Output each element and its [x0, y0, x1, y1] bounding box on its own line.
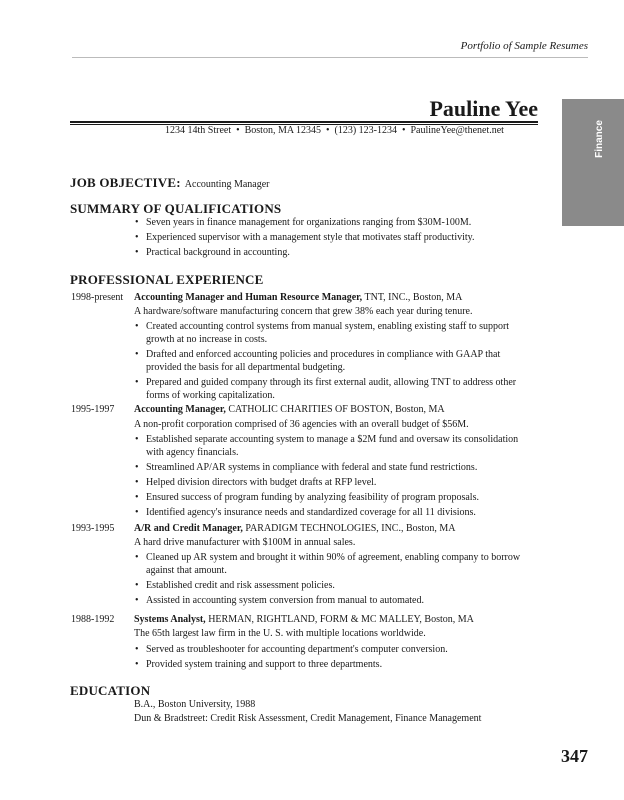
job-bullets	[134, 551, 524, 609]
job-description: A hard drive manufacturer with $100M in annual sales.	[134, 537, 356, 548]
list-item: • Established credit and risk assessment policies.	[134, 579, 524, 592]
experience-heading: PROFESSIONAL EXPERIENCE	[70, 272, 264, 287]
list-item: • Served as troubleshooter for accounting department's computer conversion.	[134, 643, 524, 656]
summary-list	[134, 216, 524, 261]
job-dates: 1998-present	[71, 292, 124, 303]
job-dates: 1988-1992	[71, 614, 115, 625]
page-number: 347	[561, 746, 588, 766]
objective-line	[70, 175, 270, 191]
list-item: • Helped division directors with budget drafts at RFP level.	[134, 476, 524, 489]
job-bullets	[134, 433, 524, 521]
list-item: • Seven years in finance management for organizations ranging from $30M-100M.	[134, 216, 524, 229]
running-header: Portfolio of Sample Resumes	[460, 40, 588, 52]
list-item: • Assisted in accounting system conversion from manual to automated.	[134, 594, 524, 607]
summary-heading: SUMMARY OF QUALIFICATIONS	[70, 201, 282, 216]
job-title: Accounting Manager and Human Resource Manager,	[134, 292, 363, 303]
list-item: • Established separate accounting system to manage a $2M fund and oversaw its consolidation with agency financials.	[134, 433, 524, 459]
job-title: Accounting Manager,	[134, 404, 226, 415]
education-list	[134, 698, 481, 726]
job-role	[134, 292, 534, 303]
education-item: B.A., Boston University, 1988	[134, 699, 256, 710]
job-dates: 1995-1997	[71, 404, 115, 415]
section-tab-label: Finance	[594, 120, 605, 158]
job-role	[134, 523, 534, 534]
list-item: • Drafted and enforced accounting policies and procedures in compliance with GAAP that provided the basis for all departmental budgeting.	[134, 348, 524, 374]
contact-line: 1234 14th Street • Boston, MA 12345 • (123) 123-1234 • PaulineYee@thenet.net	[165, 125, 504, 136]
job-org: PARADIGM TECHNOLOGIES, INC., Boston, MA	[245, 523, 456, 534]
header-rule	[72, 57, 588, 58]
job-dates: 1993-1995	[71, 523, 115, 534]
name-rule	[70, 121, 538, 123]
education-item: Dun & Bradstreet: Credit Risk Assessment, Credit Management, Finance Management	[134, 713, 482, 724]
list-item: • Cleaned up AR system and brought it within 90% of agreement, enabling company to borrow against that amount.	[134, 551, 524, 577]
candidate-name: Pauline Yee	[429, 96, 538, 121]
job-org: TNT, INC., Boston, MA	[364, 292, 463, 303]
list-item: • Experienced supervisor with a management style that motivates staff productivity.	[134, 231, 524, 244]
job-bullets	[134, 643, 524, 673]
list-item: • Prepared and guided company through its first external audit, allowing TNT to address other forms of working capitalization.	[134, 376, 524, 402]
objective-label: JOB OBJECTIVE:	[70, 175, 181, 190]
education-heading: EDUCATION	[70, 683, 151, 698]
job-role	[134, 404, 534, 415]
list-item: • Identified agency's insurance needs and standardized coverage for all 11 divisions.	[134, 506, 524, 519]
section-tab	[562, 99, 624, 226]
list-item: • Practical background in accounting.	[134, 246, 524, 259]
job-title: A/R and Credit Manager,	[134, 523, 243, 534]
job-description: A hardware/software manufacturing concern that grew 38% each year during tenure.	[134, 306, 473, 317]
job-description: The 65th largest law firm in the U. S. with multiple locations worldwide.	[134, 628, 426, 639]
objective-value: Accounting Manager	[184, 179, 270, 190]
list-item: • Streamlined AP/AR systems in compliance with federal and state fund restrictions.	[134, 461, 524, 474]
list-item: • Ensured success of program funding by analyzing feasibility of program proposals.	[134, 491, 524, 504]
job-description: A non-profit corporation comprised of 36 agencies with an overall budget of $56M.	[134, 419, 469, 430]
job-org: HERMAN, RIGHTLAND, FORM & MC MALLEY, Boston, MA	[208, 614, 474, 625]
job-title: Systems Analyst,	[134, 614, 206, 625]
job-bullets	[134, 320, 524, 404]
job-role	[134, 614, 534, 625]
job-org: CATHOLIC CHARITIES OF BOSTON, Boston, MA	[228, 404, 445, 415]
list-item: • Created accounting control systems from manual system, enabling existing staff to support growth at no increase in costs.	[134, 320, 524, 346]
list-item: • Provided system training and support to three departments.	[134, 658, 524, 671]
